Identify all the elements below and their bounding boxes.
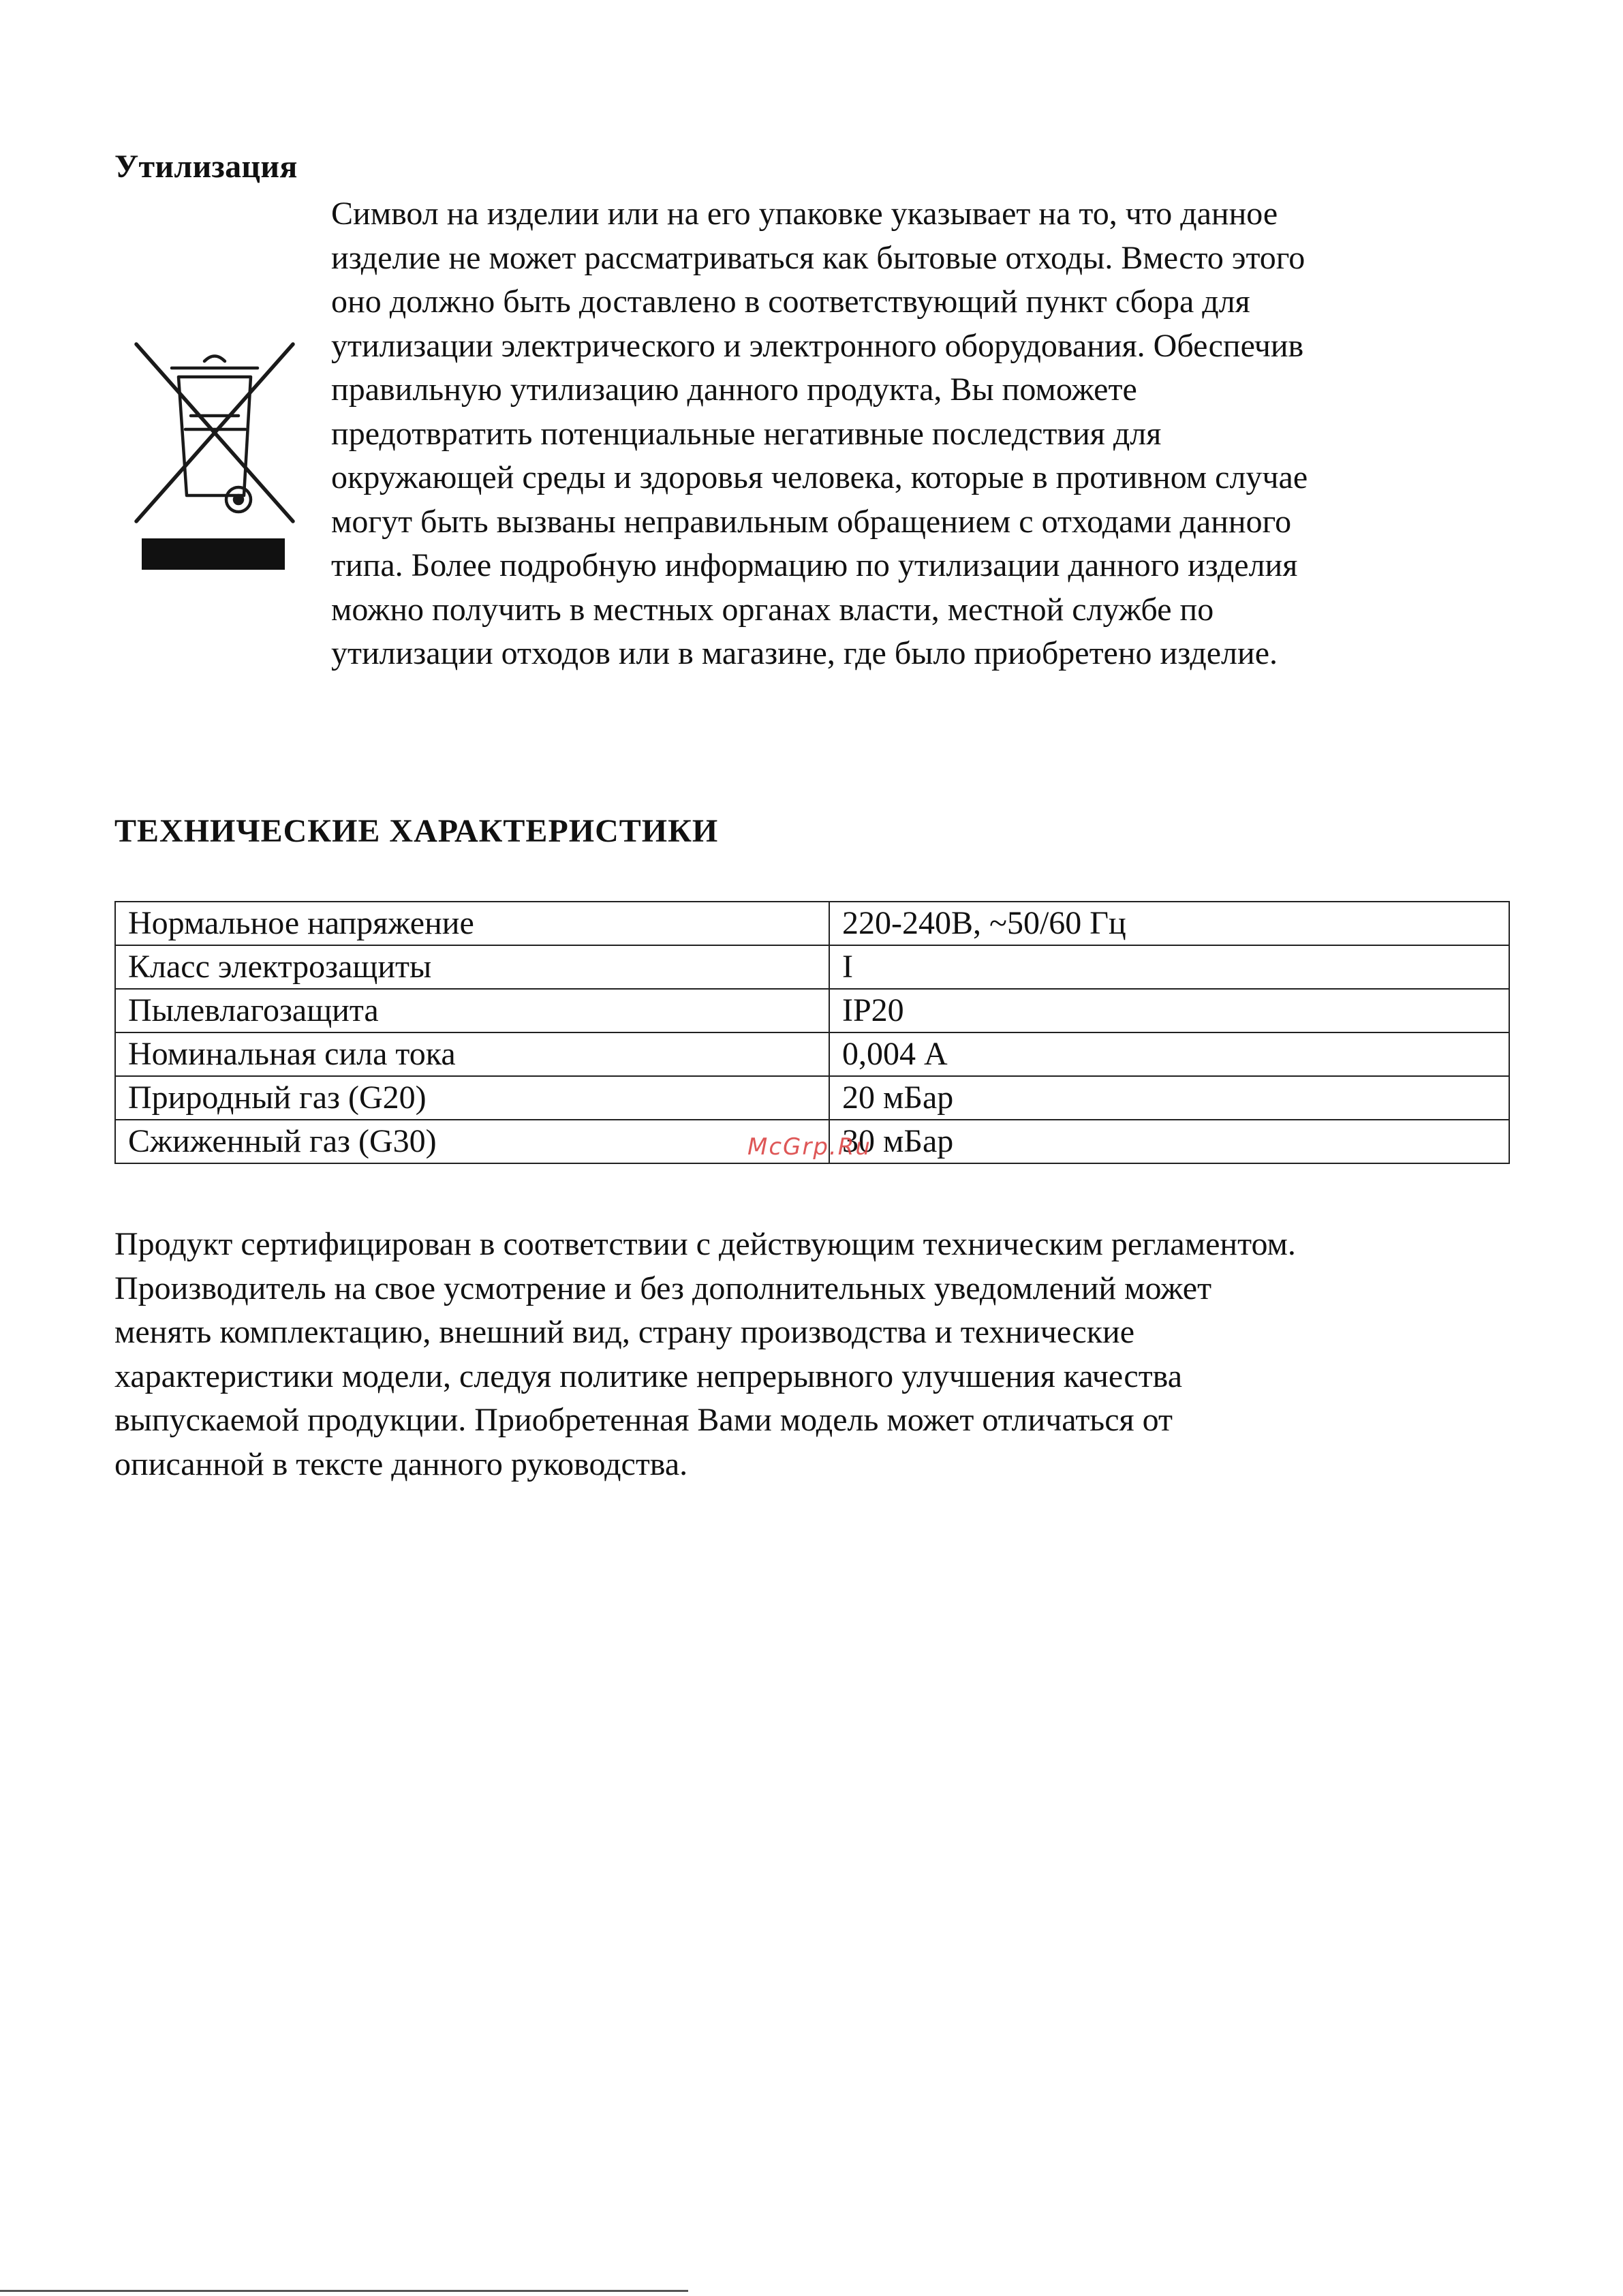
spec-label: Пылевлагозащита	[115, 989, 829, 1032]
spec-value: 220-240В, ~50/60 Гц	[829, 902, 1509, 945]
spec-label: Сжиженный газ (G30)	[115, 1120, 829, 1163]
disposal-text	[331, 192, 1524, 676]
disposal-heading: Утилизация	[114, 149, 298, 185]
specs-table	[114, 901, 1510, 1164]
text-line: могут быть вызваны неправильным обращением с отходами данного	[331, 503, 1292, 540]
text-line: оно должно быть доставлено в соответствующий пункт сбора для	[331, 284, 1250, 320]
spec-value: I	[829, 945, 1509, 989]
text-line: Символ на изделии или на его упаковке указывает на то, что данное	[331, 196, 1278, 232]
spec-value: 30 мБар	[829, 1120, 1509, 1163]
table-row	[115, 902, 1509, 945]
text-line: типа. Более подробную информацию по утилизации данного изделия	[331, 547, 1298, 583]
table-row	[115, 1032, 1509, 1076]
footer-divider	[0, 2290, 688, 2292]
spec-label: Природный газ (G20)	[115, 1076, 829, 1120]
spec-label: Класс электрозащиты	[115, 945, 829, 989]
text-line: Производитель на свое усмотрение и без дополнительных уведомлений может	[114, 1270, 1212, 1306]
watermark: McGrp.Ru	[747, 1133, 871, 1161]
table-row	[115, 989, 1509, 1032]
spec-label: Номинальная сила тока	[115, 1032, 829, 1076]
text-line: утилизации электрического и электронного оборудования. Обеспечив	[331, 327, 1304, 364]
table-row	[115, 1076, 1509, 1120]
spec-value: IP20	[829, 989, 1509, 1032]
text-line: можно получить в местных органах власти, местной службе по	[331, 591, 1214, 628]
spec-label: Нормальное напряжение	[115, 902, 829, 945]
text-line: выпускаемой продукции. Приобретенная Вами модель может отличаться от	[114, 1402, 1173, 1438]
text-line: характеристики модели, следуя политике непрерывного улучшения качества	[114, 1358, 1183, 1394]
text-line: Продукт сертифицирован в соответствии с действующим техническим регламентом.	[114, 1226, 1296, 1262]
text-line: описанной в тексте данного руководства.	[114, 1445, 688, 1482]
specs-heading: ТЕХНИЧЕСКИЕ ХАРАКТЕРИСТИКИ	[114, 813, 719, 849]
spec-value: 0,004 А	[829, 1032, 1509, 1076]
text-line: правильную утилизацию данного продукта, Вы поможете	[331, 371, 1137, 408]
table-row	[115, 945, 1509, 989]
text-line: предотвратить потенциальные негативные последствия для	[331, 415, 1162, 452]
text-line: изделие не может рассматриваться как бытовые отходы. Вместо этого	[331, 239, 1305, 276]
text-line: окружающей среды и здоровья человека, которые в противном случае	[331, 459, 1308, 495]
crossed-out-wheelie-bin-icon	[129, 337, 300, 572]
certification-text	[114, 1223, 1579, 1486]
text-line: утилизации отходов или в магазине, где было приобретено изделие.	[331, 635, 1278, 671]
text-line: менять комплектацию, внешний вид, страну производства и технические	[114, 1314, 1134, 1350]
spec-value: 20 мБар	[829, 1076, 1509, 1120]
